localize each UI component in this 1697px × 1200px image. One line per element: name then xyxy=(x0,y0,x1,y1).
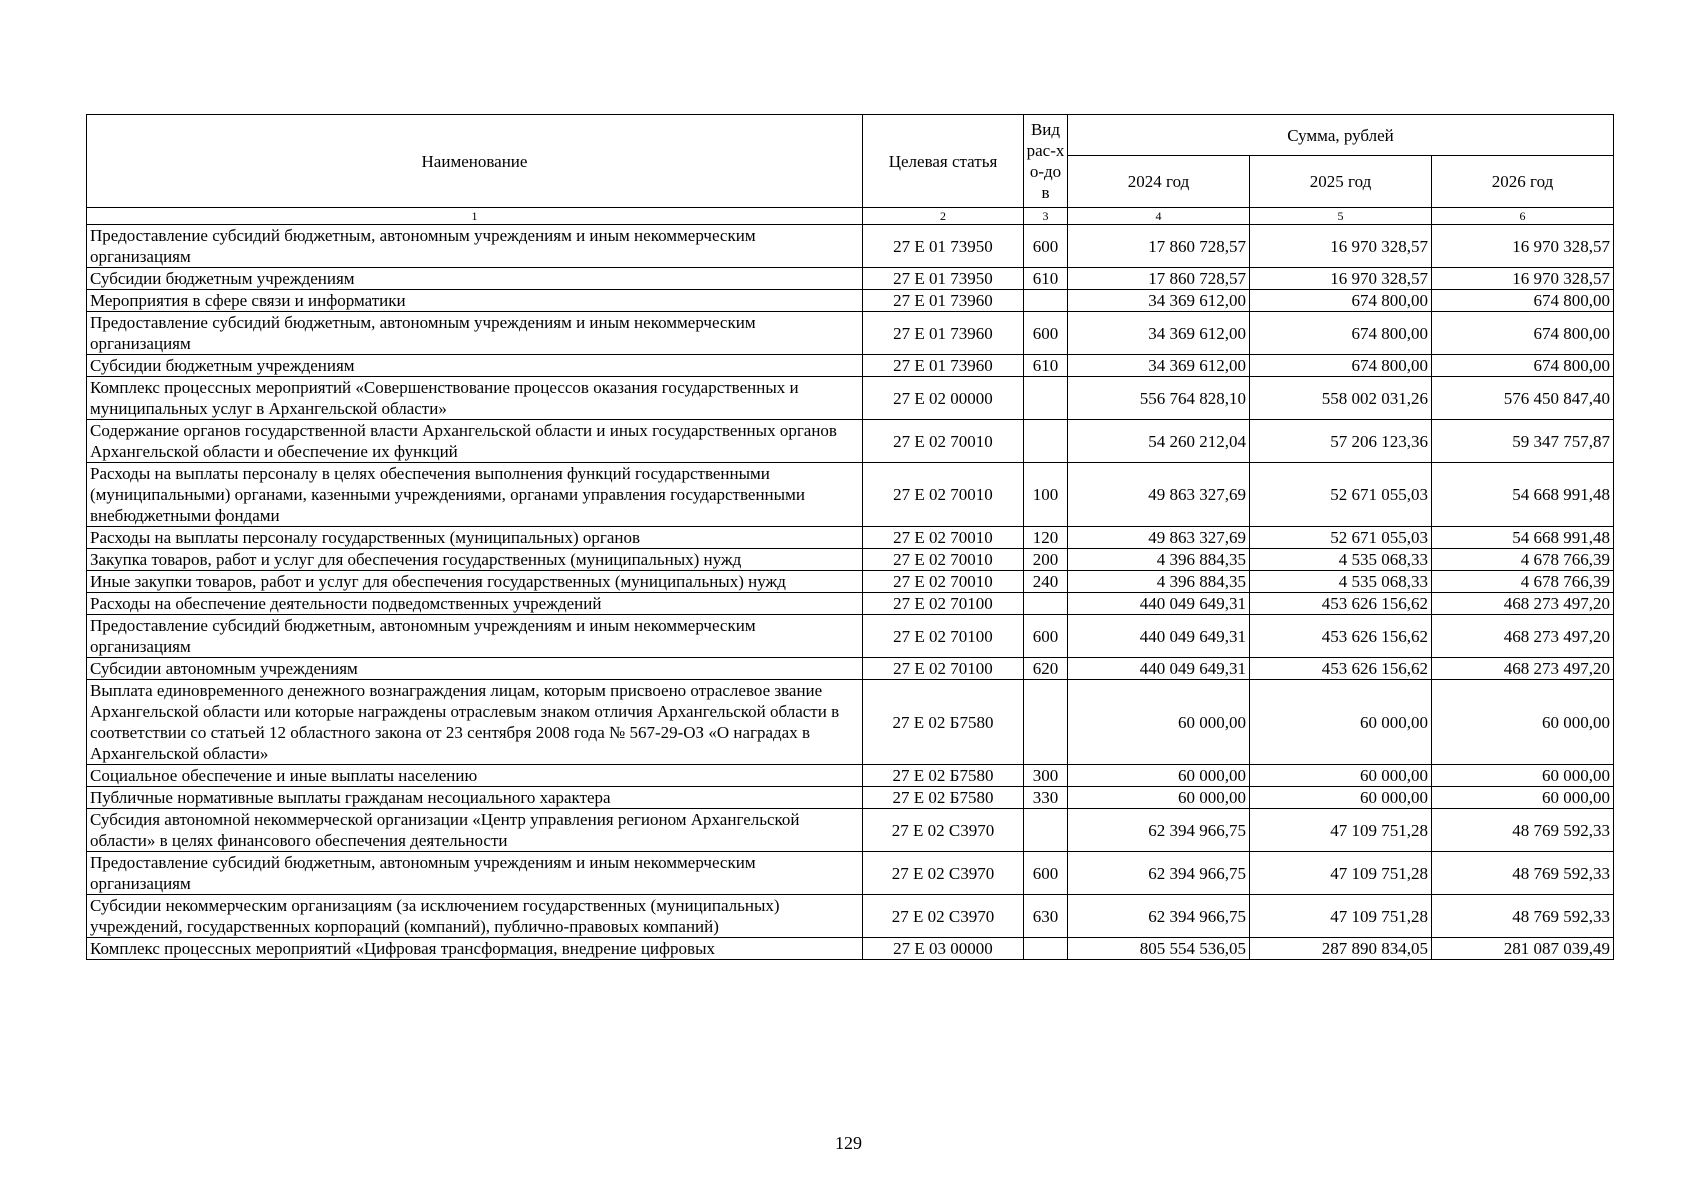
colnum-2: 2 xyxy=(863,208,1024,225)
row-amount-2025: 453 626 156,62 xyxy=(1250,658,1432,680)
row-name: Публичные нормативные выплаты гражданам несоциального характера xyxy=(87,787,863,809)
row-name: Предоставление субсидий бюджетным, автономным учреждениям и иным некоммерческим организациям xyxy=(87,225,863,268)
row-name: Субсидии некоммерческим организациям (за исключением государственных (муниципальных) учреждений, государственных корпораций (компаний), публично-правовых компаний) xyxy=(87,895,863,938)
row-name: Расходы на выплаты персоналу в целях обеспечения выполнения функций государственными (муниципальными) органами, казенными учреждениями, органами управления государственными внебюджетными фондами xyxy=(87,463,863,527)
row-expense-type: 630 xyxy=(1024,895,1068,938)
row-amount-2024: 440 049 649,31 xyxy=(1068,615,1250,658)
row-amount-2025: 47 109 751,28 xyxy=(1250,809,1432,852)
row-expense-type xyxy=(1024,593,1068,615)
row-amount-2026: 48 769 592,33 xyxy=(1432,852,1614,895)
row-target-article: 27 Е 02 Б7580 xyxy=(863,680,1024,765)
row-amount-2025: 16 970 328,57 xyxy=(1250,268,1432,290)
row-target-article: 27 Е 02 70010 xyxy=(863,549,1024,571)
row-amount-2026: 468 273 497,20 xyxy=(1432,615,1614,658)
row-amount-2025: 4 535 068,33 xyxy=(1250,549,1432,571)
table-row xyxy=(87,420,1614,463)
row-amount-2026: 54 668 991,48 xyxy=(1432,527,1614,549)
table-row xyxy=(87,463,1614,527)
row-name: Субсидии бюджетным учреждениям xyxy=(87,268,863,290)
table-row xyxy=(87,312,1614,355)
row-amount-2025: 453 626 156,62 xyxy=(1250,615,1432,658)
row-target-article: 27 Е 01 73960 xyxy=(863,355,1024,377)
row-name: Субсидии автономным учреждениям xyxy=(87,658,863,680)
row-amount-2026: 674 800,00 xyxy=(1432,290,1614,312)
row-expense-type: 610 xyxy=(1024,268,1068,290)
row-amount-2025: 60 000,00 xyxy=(1250,680,1432,765)
row-name: Комплекс процессных мероприятий «Цифровая трансформация, внедрение цифровых xyxy=(87,938,863,960)
row-amount-2024: 34 369 612,00 xyxy=(1068,290,1250,312)
table-row xyxy=(87,938,1614,960)
row-amount-2026: 674 800,00 xyxy=(1432,312,1614,355)
header-year-2025: 2025 год xyxy=(1250,156,1432,208)
row-amount-2026: 60 000,00 xyxy=(1432,787,1614,809)
row-amount-2026: 4 678 766,39 xyxy=(1432,549,1614,571)
row-amount-2025: 674 800,00 xyxy=(1250,355,1432,377)
row-amount-2025: 52 671 055,03 xyxy=(1250,527,1432,549)
header-year-2024: 2024 год xyxy=(1068,156,1250,208)
row-target-article: 27 Е 02 Б7580 xyxy=(863,765,1024,787)
row-amount-2026: 674 800,00 xyxy=(1432,355,1614,377)
row-name: Предоставление субсидий бюджетным, автономным учреждениям и иным некоммерческим организациям xyxy=(87,312,863,355)
colnum-5: 5 xyxy=(1250,208,1432,225)
row-name: Социальное обеспечение и иные выплаты населению xyxy=(87,765,863,787)
row-target-article: 27 Е 01 73950 xyxy=(863,225,1024,268)
table-row xyxy=(87,615,1614,658)
header-sum: Сумма, рублей xyxy=(1068,115,1614,156)
table-row xyxy=(87,549,1614,571)
row-amount-2024: 54 260 212,04 xyxy=(1068,420,1250,463)
colnum-6: 6 xyxy=(1432,208,1614,225)
table-row xyxy=(87,377,1614,420)
row-amount-2024: 556 764 828,10 xyxy=(1068,377,1250,420)
row-amount-2024: 60 000,00 xyxy=(1068,765,1250,787)
row-name: Закупка товаров, работ и услуг для обеспечения государственных (муниципальных) нужд xyxy=(87,549,863,571)
row-amount-2025: 287 890 834,05 xyxy=(1250,938,1432,960)
row-amount-2026: 468 273 497,20 xyxy=(1432,658,1614,680)
row-amount-2026: 576 450 847,40 xyxy=(1432,377,1614,420)
row-name: Субсидия автономной некоммерческой организации «Центр управления регионом Архангельской области» в целях финансового обеспечения деятельности xyxy=(87,809,863,852)
row-amount-2024: 34 369 612,00 xyxy=(1068,355,1250,377)
row-expense-type: 200 xyxy=(1024,549,1068,571)
row-amount-2025: 57 206 123,36 xyxy=(1250,420,1432,463)
table-row xyxy=(87,290,1614,312)
row-name: Иные закупки товаров, работ и услуг для обеспечения государственных (муниципальных) нужд xyxy=(87,571,863,593)
table-body xyxy=(87,225,1614,960)
row-amount-2026: 16 970 328,57 xyxy=(1432,225,1614,268)
table-row xyxy=(87,593,1614,615)
row-amount-2025: 60 000,00 xyxy=(1250,787,1432,809)
row-expense-type: 620 xyxy=(1024,658,1068,680)
row-target-article: 27 Е 02 Б7580 xyxy=(863,787,1024,809)
row-expense-type xyxy=(1024,420,1068,463)
row-name: Расходы на обеспечение деятельности подведомственных учреждений xyxy=(87,593,863,615)
row-target-article: 27 Е 03 00000 xyxy=(863,938,1024,960)
row-expense-type xyxy=(1024,680,1068,765)
row-name: Содержание органов государственной власти Архангельской области и иных государственных органов Архангельской области и обеспечение их функций xyxy=(87,420,863,463)
row-amount-2026: 281 087 039,49 xyxy=(1432,938,1614,960)
page-number: 129 xyxy=(835,1133,862,1153)
row-amount-2026: 59 347 757,87 xyxy=(1432,420,1614,463)
row-amount-2025: 47 109 751,28 xyxy=(1250,895,1432,938)
row-target-article: 27 Е 02 70100 xyxy=(863,615,1024,658)
header-year-2026: 2026 год xyxy=(1432,156,1614,208)
row-amount-2026: 16 970 328,57 xyxy=(1432,268,1614,290)
table-row xyxy=(87,809,1614,852)
row-target-article: 27 Е 02 70100 xyxy=(863,658,1024,680)
row-expense-type: 240 xyxy=(1024,571,1068,593)
table-row xyxy=(87,658,1614,680)
row-target-article: 27 Е 02 70010 xyxy=(863,571,1024,593)
row-expense-type: 300 xyxy=(1024,765,1068,787)
table-row xyxy=(87,571,1614,593)
header-code: Целевая статья xyxy=(863,115,1024,208)
row-target-article: 27 Е 02 С3970 xyxy=(863,895,1024,938)
row-amount-2025: 674 800,00 xyxy=(1250,290,1432,312)
row-expense-type: 100 xyxy=(1024,463,1068,527)
row-name: Комплекс процессных мероприятий «Совершенствование процессов оказания государственных и муниципальных услуг в Архангельской области» xyxy=(87,377,863,420)
table-row xyxy=(87,852,1614,895)
row-amount-2026: 48 769 592,33 xyxy=(1432,809,1614,852)
row-expense-type: 600 xyxy=(1024,312,1068,355)
row-expense-type: 330 xyxy=(1024,787,1068,809)
row-amount-2025: 16 970 328,57 xyxy=(1250,225,1432,268)
row-amount-2024: 49 863 327,69 xyxy=(1068,527,1250,549)
row-expense-type xyxy=(1024,377,1068,420)
row-target-article: 27 Е 01 73960 xyxy=(863,312,1024,355)
budget-table xyxy=(86,114,1614,960)
row-target-article: 27 Е 02 С3970 xyxy=(863,852,1024,895)
row-expense-type xyxy=(1024,290,1068,312)
row-amount-2024: 17 860 728,57 xyxy=(1068,225,1250,268)
row-name: Мероприятия в сфере связи и информатики xyxy=(87,290,863,312)
row-amount-2025: 558 002 031,26 xyxy=(1250,377,1432,420)
row-amount-2024: 62 394 966,75 xyxy=(1068,809,1250,852)
row-target-article: 27 Е 01 73960 xyxy=(863,290,1024,312)
row-amount-2026: 4 678 766,39 xyxy=(1432,571,1614,593)
row-target-article: 27 Е 02 00000 xyxy=(863,377,1024,420)
colnum-4: 4 xyxy=(1068,208,1250,225)
row-amount-2026: 54 668 991,48 xyxy=(1432,463,1614,527)
table-row xyxy=(87,355,1614,377)
table-row xyxy=(87,527,1614,549)
row-amount-2024: 60 000,00 xyxy=(1068,787,1250,809)
row-amount-2025: 60 000,00 xyxy=(1250,765,1432,787)
row-amount-2024: 440 049 649,31 xyxy=(1068,593,1250,615)
row-name: Расходы на выплаты персоналу государственных (муниципальных) органов xyxy=(87,527,863,549)
row-target-article: 27 Е 02 70100 xyxy=(863,593,1024,615)
row-name: Выплата единовременного денежного вознаграждения лицам, которым присвоено отраслевое звание Архангельской области или которые награждены отраслевым знаком отличия Архангельской области в соответствии со статьей 12 областного закона от 23 сентября 2008 года № 567-29-ОЗ «О наградах в Архангельской области» xyxy=(87,680,863,765)
row-amount-2026: 48 769 592,33 xyxy=(1432,895,1614,938)
row-amount-2025: 47 109 751,28 xyxy=(1250,852,1432,895)
row-expense-type: 600 xyxy=(1024,852,1068,895)
table-row xyxy=(87,787,1614,809)
row-name: Субсидии бюджетным учреждениям xyxy=(87,355,863,377)
header-kind: Вид рас-хо-дов xyxy=(1024,115,1068,208)
table-row xyxy=(87,268,1614,290)
row-amount-2026: 60 000,00 xyxy=(1432,765,1614,787)
row-expense-type: 600 xyxy=(1024,225,1068,268)
row-amount-2025: 453 626 156,62 xyxy=(1250,593,1432,615)
colnum-3: 3 xyxy=(1024,208,1068,225)
row-expense-type xyxy=(1024,938,1068,960)
row-amount-2024: 4 396 884,35 xyxy=(1068,549,1250,571)
colnum-1: 1 xyxy=(87,208,863,225)
table-row xyxy=(87,765,1614,787)
row-expense-type: 600 xyxy=(1024,615,1068,658)
row-amount-2025: 4 535 068,33 xyxy=(1250,571,1432,593)
row-amount-2026: 468 273 497,20 xyxy=(1432,593,1614,615)
table-row xyxy=(87,680,1614,765)
row-amount-2024: 4 396 884,35 xyxy=(1068,571,1250,593)
row-expense-type: 120 xyxy=(1024,527,1068,549)
row-target-article: 27 Е 02 70010 xyxy=(863,420,1024,463)
row-amount-2024: 60 000,00 xyxy=(1068,680,1250,765)
row-amount-2025: 674 800,00 xyxy=(1250,312,1432,355)
row-target-article: 27 Е 02 70010 xyxy=(863,463,1024,527)
table-row xyxy=(87,225,1614,268)
row-amount-2024: 49 863 327,69 xyxy=(1068,463,1250,527)
row-target-article: 27 Е 02 С3970 xyxy=(863,809,1024,852)
row-name: Предоставление субсидий бюджетным, автономным учреждениям и иным некоммерческим организациям xyxy=(87,852,863,895)
row-target-article: 27 Е 02 70010 xyxy=(863,527,1024,549)
header-name: Наименование xyxy=(87,115,863,208)
row-expense-type: 610 xyxy=(1024,355,1068,377)
row-amount-2024: 62 394 966,75 xyxy=(1068,852,1250,895)
row-amount-2026: 60 000,00 xyxy=(1432,680,1614,765)
row-amount-2024: 34 369 612,00 xyxy=(1068,312,1250,355)
table-row xyxy=(87,895,1614,938)
row-expense-type xyxy=(1024,809,1068,852)
row-name: Предоставление субсидий бюджетным, автономным учреждениям и иным некоммерческим организациям xyxy=(87,615,863,658)
row-target-article: 27 Е 01 73950 xyxy=(863,268,1024,290)
row-amount-2025: 52 671 055,03 xyxy=(1250,463,1432,527)
row-amount-2024: 440 049 649,31 xyxy=(1068,658,1250,680)
table-header xyxy=(87,115,1614,225)
row-amount-2024: 805 554 536,05 xyxy=(1068,938,1250,960)
row-amount-2024: 62 394 966,75 xyxy=(1068,895,1250,938)
row-amount-2024: 17 860 728,57 xyxy=(1068,268,1250,290)
